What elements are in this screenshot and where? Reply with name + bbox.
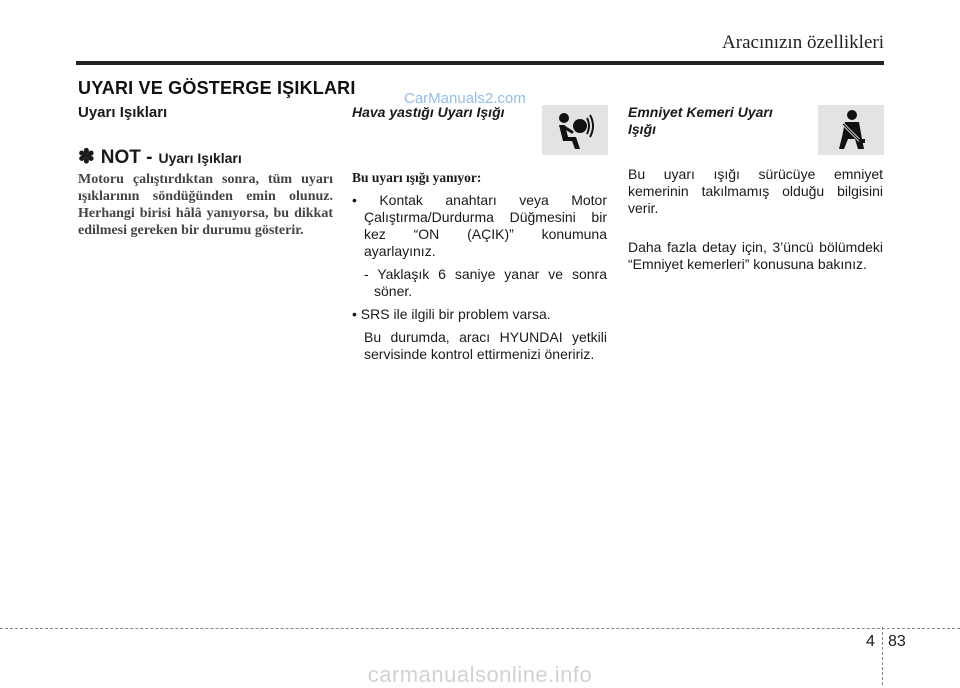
column-warning-lights	[78, 104, 333, 239]
airbag-warning-icon	[542, 105, 608, 155]
seatbelt-warning-icon	[818, 105, 884, 155]
section-title: UYARI VE GÖSTERGE IŞIKLARI	[78, 78, 356, 98]
airbag-sub-bullet: - Yaklaşık 6 saniye yanar ve sonra söner.	[364, 266, 607, 299]
footer-site-watermark: carmanualsonline.info	[367, 662, 593, 687]
chapter-number: 4	[866, 633, 875, 650]
watermark-link[interactable]: CarManuals2.com	[404, 90, 526, 107]
airbag-heading: Hava yastığı Uyarı Işığı	[352, 104, 505, 120]
warning-lights-heading: Uyarı Işıkları	[78, 104, 168, 121]
footer-rule	[0, 628, 960, 629]
airbag-lead: Bu uyarı ışığı yanıyor:	[352, 170, 482, 185]
note-subtitle: Uyarı Işıkları	[158, 150, 242, 166]
airbag-bullet-2: • SRS ile ilgili bir problem varsa.	[352, 306, 551, 322]
airbag-bullet-2-detail: Bu durumda, aracı HYUNDAI yetkili servisinde kontrol ettirmenizi öneririz.	[364, 329, 607, 362]
note-body: Motoru çalıştırdıktan sonra, tüm uyarı ışıklarının söndüğünden emin olunuz. Herhangi birisi hâlâ yanıyorsa, bu dikkat edilmesi gereken bir durumu gösterir.	[78, 172, 333, 238]
seatbelt-body-1: Bu uyarı ışığı sürücüye emniyet kemerinin takılmamış olduğu bilgisini verir.	[628, 166, 883, 216]
airbag-bullet-1: • Kontak anahtarı veya Motor Çalıştırma/Durdurma Düğmesini bir kez “ON (AÇIK)” konumuna ayarlayınız.	[352, 192, 607, 259]
seatbelt-heading: Emniyet Kemeri Uyarı Işığı	[628, 104, 773, 137]
note-heading	[78, 146, 333, 168]
note-label: NOT -	[100, 147, 153, 168]
page-number: 83	[888, 633, 906, 650]
seatbelt-body-2: Daha fazla detay için, 3’üncü bölümdeki “Emniyet kemerleri” konusuna bakınız.	[628, 239, 883, 272]
header-title: Aracınızın özellikleri	[722, 32, 884, 53]
header-rule	[76, 61, 884, 65]
note-star-icon: ✽	[78, 146, 95, 168]
